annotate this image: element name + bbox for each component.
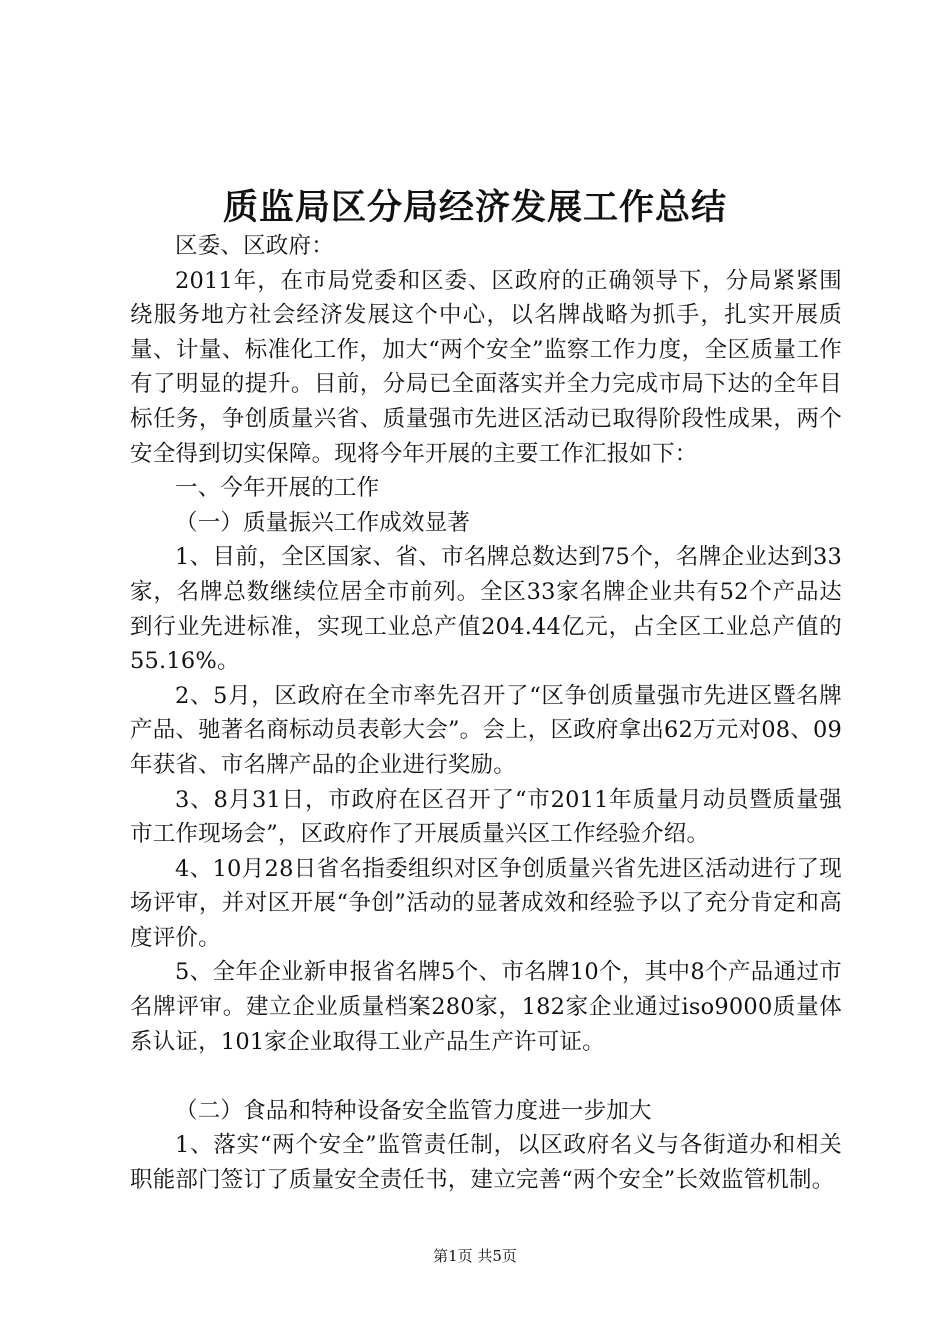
document-title: 质监局区分局经济发展工作总结 [222, 187, 727, 228]
item-paragraph: 4、10月28日省名指委组织对区争创质量兴省先进区活动进行了现场评审，并对区开展“争创”活动的显著成效和经验予以了充分肯定和高度评价。 [130, 855, 842, 951]
intro-paragraph: 2011年，在市局党委和区委、区政府的正确领导下，分局紧紧围绕服务地方社会经济发展这个中心，以名牌战略为抓手，扎实开展质量、计量、标准化工作，加大“两个安全”监察工作力度，全区质量工作有了明显的提升。目前，分局已全面落实并全力完成市局下达的全年目标任务，争创质量兴省、质量强市先进区活动已取得阶段性成果，两个安全得到切实保障。现将今年开展的主要工作汇报如下： [130, 267, 842, 467]
item-paragraph: 5、全年企业新申报省名牌5个、市名牌10个，其中8个产品通过市名牌评审。建立企业质量档案280家，182家企业通过iso9000质量体系认证，101家企业取得工业产品生产许可证。 [130, 959, 842, 1055]
document-body [130, 229, 842, 1198]
section-heading: 一、今年开展的工作 [175, 475, 380, 502]
item-paragraph: 3、8月31日，市政府在区召开了“市2011年质量月动员暨质量强市工作现场会”，区政府作了开展质量兴区工作经验介绍。 [130, 786, 842, 848]
item-paragraph: 2、5月，区政府在全市率先召开了“区争创质量强市先进区暨名牌产品、驰著名商标动员表彰大会”。会上，区政府拿出62万元对08、09年获省、市名牌产品的企业进行奖励。 [130, 682, 842, 778]
page-footer: 第1页 共5页 [433, 1247, 517, 1265]
subsection-heading: （一）质量振兴工作成效显著 [175, 509, 471, 536]
subsection-heading: （二）食品和特种设备安全监管力度进一步加大 [175, 1097, 652, 1124]
item-paragraph: 1、目前，全区国家、省、市名牌总数达到75个，名牌企业达到33家，名牌总数继续位居全市前列。全区33家名牌企业共有52个产品达到行业先进标准，实现工业总产值204.44亿元，占全区工业总产值的55.16%。 [130, 544, 842, 675]
salutation: 区委、区政府： [175, 233, 334, 259]
item-paragraph: 1、落实“两个安全”监管责任制，以区政府名义与各街道办和相关职能部门签订了质量安全责任书，建立完善“两个安全”长效监管机制。 [130, 1132, 842, 1194]
